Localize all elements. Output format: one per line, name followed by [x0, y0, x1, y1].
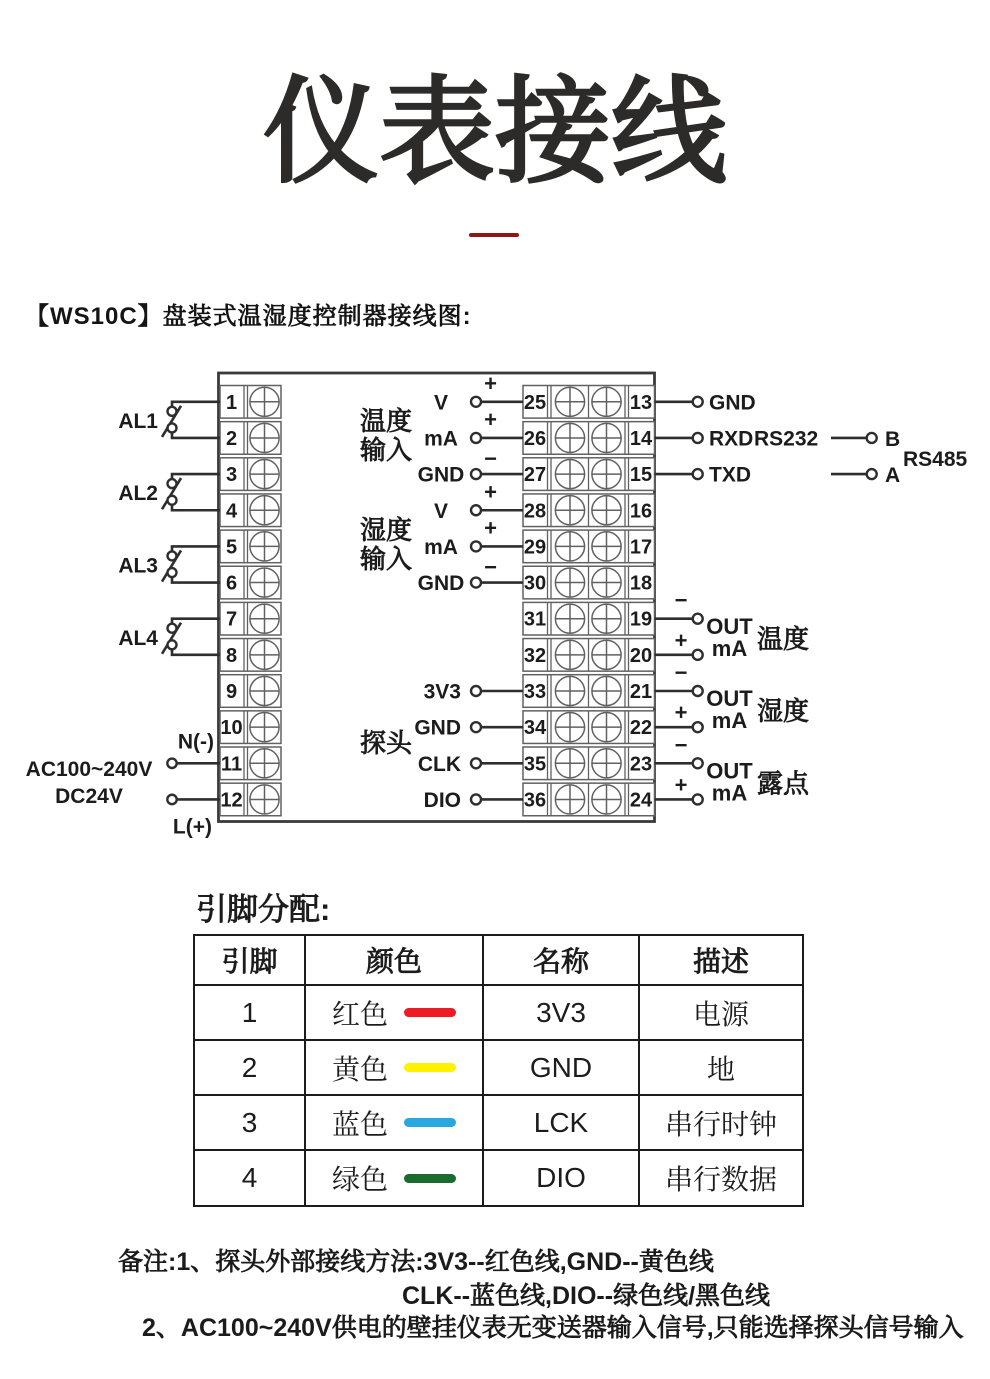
color-name: 蓝色 — [331, 1108, 388, 1140]
contact-node — [867, 433, 877, 443]
wire — [172, 650, 220, 655]
pin-number: 2 — [194, 1040, 305, 1095]
col-header-name: 名称 — [483, 935, 639, 985]
terminal-number: 26 — [523, 427, 547, 450]
terminal-number: 35 — [523, 753, 547, 776]
output-group — [655, 588, 810, 661]
table-row — [194, 1095, 803, 1150]
terminal-number: 19 — [629, 608, 653, 631]
alarm-label: AL2 — [118, 482, 158, 506]
alarm-switch — [118, 546, 220, 582]
alarm-label: AL3 — [118, 554, 158, 578]
polarity-sign: − — [674, 732, 688, 758]
terminal-number: 24 — [629, 789, 653, 812]
polarity-sign: + — [484, 406, 497, 432]
input-group — [359, 479, 523, 595]
middle-terminal-block — [523, 566, 655, 599]
terminal-number: 4 — [225, 500, 238, 523]
terminal-number: 8 — [225, 644, 238, 667]
pin-number: 4 — [194, 1150, 305, 1206]
group-title: 输入 — [359, 435, 413, 465]
col-header-pin: 引脚 — [194, 935, 305, 985]
group-title: 湿度 — [359, 515, 413, 545]
middle-terminal-block — [523, 602, 655, 635]
left-terminal-block — [220, 386, 281, 419]
terminal-number: 18 — [629, 572, 653, 595]
terminal-number: 22 — [629, 717, 653, 740]
contact-node — [471, 578, 481, 588]
contact-node — [471, 469, 481, 479]
pin-description: 地 — [639, 1040, 803, 1095]
left-terminal-block — [220, 458, 281, 491]
left-terminal-block — [220, 494, 281, 527]
left-terminal-block — [220, 422, 281, 455]
terminal-number: 31 — [523, 608, 547, 631]
ma-label: mA — [711, 708, 748, 734]
polarity-sign: + — [674, 772, 688, 798]
comm-label: GND — [709, 391, 756, 415]
terminal-number: 3 — [225, 464, 238, 487]
contact-node — [471, 758, 481, 768]
contact-node — [167, 795, 176, 804]
pin-label: DIO — [423, 788, 461, 812]
power-input — [26, 730, 220, 838]
pin-name: 3V3 — [483, 985, 639, 1040]
output-group — [655, 660, 810, 733]
out-label: OUT — [706, 758, 753, 784]
color-swatch — [404, 1174, 456, 1183]
contact-node — [693, 469, 703, 479]
pin-label: GND — [417, 572, 465, 596]
note-line-3: 2、AC100~240V供电的壁挂仪表无变送器输入信号,只能选择探头信号输入 — [142, 1314, 964, 1342]
contact-node — [693, 397, 703, 407]
terminal-number: 5 — [225, 536, 238, 559]
comm-group — [655, 391, 968, 487]
alarm-switch — [118, 474, 220, 510]
table-header-row — [194, 935, 803, 985]
group-title: 输入 — [359, 544, 413, 574]
table-row — [194, 1150, 803, 1206]
pin-description: 串行数据 — [639, 1150, 803, 1206]
output-group — [655, 732, 811, 805]
terminal-number: 29 — [523, 536, 547, 559]
table-row — [194, 985, 803, 1040]
contact-node — [167, 759, 176, 768]
middle-terminal-block — [523, 711, 655, 744]
contact-node — [693, 433, 703, 443]
pin-label: V — [433, 391, 449, 415]
terminal-number: 30 — [523, 572, 547, 595]
pin-color-cell — [305, 985, 483, 1040]
polarity-sign: + — [484, 370, 497, 396]
alarm-label: AL1 — [118, 409, 158, 433]
left-terminal-block — [220, 530, 281, 563]
terminal-number: 32 — [523, 644, 547, 667]
page-title: 仪表接线 — [263, 67, 727, 197]
terminal-number: 15 — [629, 464, 653, 487]
group-title: 温度 — [359, 406, 413, 436]
contact-node — [168, 568, 177, 577]
pin-label: mA — [424, 427, 458, 451]
comm-label: RXD — [709, 427, 754, 451]
contact-node — [168, 551, 177, 560]
group-title: 探头 — [359, 728, 413, 758]
output-name: 露点 — [757, 768, 810, 799]
terminal-number: 27 — [523, 464, 547, 487]
pin-assignment-table — [193, 934, 804, 1207]
pin-label: 3V3 — [423, 680, 461, 704]
rs485-label: RS485 — [903, 448, 968, 471]
middle-terminal-block — [523, 530, 655, 563]
pin-label: CLK — [417, 752, 461, 776]
pin-color-cell — [305, 1095, 483, 1150]
contact-node — [693, 650, 703, 660]
rs485-b-label: B — [885, 427, 901, 451]
color-name: 黄色 — [331, 1053, 388, 1085]
pin-label: mA — [424, 535, 458, 559]
contact-node — [471, 397, 481, 407]
middle-terminal-block — [523, 386, 655, 419]
contact-node — [471, 541, 481, 551]
left-terminal-block — [220, 711, 281, 744]
pin-label: GND — [414, 716, 461, 740]
alarm-label: AL4 — [118, 626, 158, 650]
middle-terminal-block — [523, 458, 655, 491]
terminal-number: 11 — [220, 753, 243, 776]
wire — [172, 505, 220, 510]
out-label: OUT — [706, 613, 753, 639]
ma-label: mA — [711, 780, 748, 806]
alarm-switch — [118, 619, 220, 655]
table-row — [194, 1040, 803, 1095]
color-swatch — [404, 1118, 456, 1127]
wire — [172, 474, 220, 479]
pin-name: DIO — [483, 1150, 639, 1206]
wire — [172, 402, 220, 407]
color-swatch — [404, 1008, 456, 1017]
terminal-number: 23 — [629, 753, 653, 776]
terminal-number: 7 — [225, 608, 238, 631]
middle-terminal-block — [523, 747, 655, 780]
wiring-diagram — [0, 360, 990, 840]
terminal-number: 13 — [629, 391, 653, 414]
pin-description: 电源 — [639, 985, 803, 1040]
pin-label: V — [433, 499, 449, 523]
polarity-sign: + — [484, 479, 497, 505]
contact-node — [471, 794, 481, 804]
left-terminal-block — [220, 566, 281, 599]
rs485-a-label: A — [885, 464, 901, 488]
terminal-number: 6 — [225, 572, 238, 595]
terminal-number: 10 — [220, 717, 243, 740]
terminal-number: 16 — [629, 500, 653, 523]
comm-label: TXD — [709, 463, 751, 487]
pin-table-heading: 引脚分配: — [196, 892, 331, 927]
contact-node — [693, 722, 703, 732]
middle-terminal-block — [523, 675, 655, 708]
note-line-2: CLK--蓝色线,DIO--绿色线/黑色线 — [402, 1282, 771, 1310]
contact-node — [168, 640, 177, 649]
terminal-number: 20 — [629, 644, 653, 667]
out-label: OUT — [706, 686, 753, 712]
alarm-switch — [118, 402, 220, 438]
output-name: 温度 — [757, 623, 810, 654]
pin-color-cell — [305, 1150, 483, 1206]
diagram-caption: 【WS10C】盘装式温湿度控制器接线图: — [25, 303, 472, 330]
left-terminal-block — [220, 747, 281, 780]
contact-node — [471, 686, 481, 696]
color-swatch — [404, 1063, 456, 1072]
col-header-desc: 描述 — [639, 935, 803, 985]
terminal-number: 28 — [523, 500, 547, 523]
polarity-sign: + — [674, 627, 688, 653]
rs232-label: RS232 — [754, 427, 819, 451]
terminal-number: 9 — [225, 681, 238, 703]
contact-node — [168, 423, 177, 432]
title-underline — [469, 233, 519, 237]
left-terminal-block — [220, 602, 281, 635]
terminal-number: 14 — [629, 427, 653, 450]
terminal-number: 34 — [523, 717, 547, 740]
supply-voltage-label: AC100~240V — [25, 758, 153, 781]
output-name: 湿度 — [757, 696, 810, 727]
input-group — [359, 371, 523, 487]
contact-node — [168, 496, 177, 505]
terminal-number: 33 — [523, 681, 547, 703]
wire — [172, 433, 220, 438]
polarity-sign: + — [484, 515, 497, 541]
contact-node — [693, 758, 703, 768]
wire — [172, 619, 220, 624]
col-header-color: 颜色 — [305, 935, 483, 985]
pin-name: LCK — [483, 1095, 639, 1150]
polarity-sign: + — [674, 700, 688, 726]
wire — [172, 578, 220, 583]
pin-number: 1 — [194, 985, 305, 1040]
pin-description: 串行时钟 — [639, 1095, 803, 1150]
color-name: 绿色 — [331, 1164, 388, 1195]
contact-node — [693, 794, 703, 804]
contact-node — [693, 614, 703, 624]
contact-node — [867, 469, 877, 479]
left-terminal-block — [220, 675, 281, 708]
neutral-label: N(-) — [177, 730, 214, 754]
contact-node — [168, 479, 177, 488]
contact-node — [471, 433, 481, 443]
polarity-sign: − — [674, 587, 688, 613]
probe-group — [360, 681, 523, 812]
terminal-number: 2 — [225, 427, 238, 450]
middle-terminal-block — [523, 639, 655, 672]
terminal-number: 17 — [629, 536, 653, 559]
left-terminal-block — [220, 639, 281, 672]
wire — [172, 546, 220, 551]
contact-node — [693, 686, 703, 696]
middle-terminal-block — [523, 783, 655, 816]
terminal-number: 36 — [523, 789, 547, 812]
pin-number: 3 — [194, 1095, 305, 1150]
contact-node — [168, 407, 177, 416]
pin-label: GND — [417, 463, 465, 487]
contact-node — [471, 722, 481, 732]
polarity-sign: − — [484, 446, 497, 472]
pin-color-cell — [305, 1040, 483, 1095]
note-line-1: 备注:1、探头外部接线方法:3V3--红色线,GND--黄色线 — [118, 1248, 714, 1276]
terminal-number: 25 — [523, 391, 547, 414]
polarity-sign: − — [674, 660, 688, 685]
middle-terminal-block — [523, 422, 655, 455]
contact-node — [168, 624, 177, 633]
terminal-number: 21 — [629, 681, 653, 703]
pin-name: GND — [483, 1040, 639, 1095]
line-label: L(+) — [172, 815, 212, 839]
supply-voltage-label: DC24V — [55, 785, 123, 808]
left-terminal-block — [220, 783, 281, 816]
color-name: 红色 — [331, 998, 388, 1030]
polarity-sign: − — [484, 554, 497, 580]
terminal-number: 12 — [220, 789, 243, 812]
terminal-number: 1 — [225, 391, 238, 414]
ma-label: mA — [711, 635, 748, 661]
middle-terminal-block — [523, 494, 655, 527]
contact-node — [471, 505, 481, 515]
